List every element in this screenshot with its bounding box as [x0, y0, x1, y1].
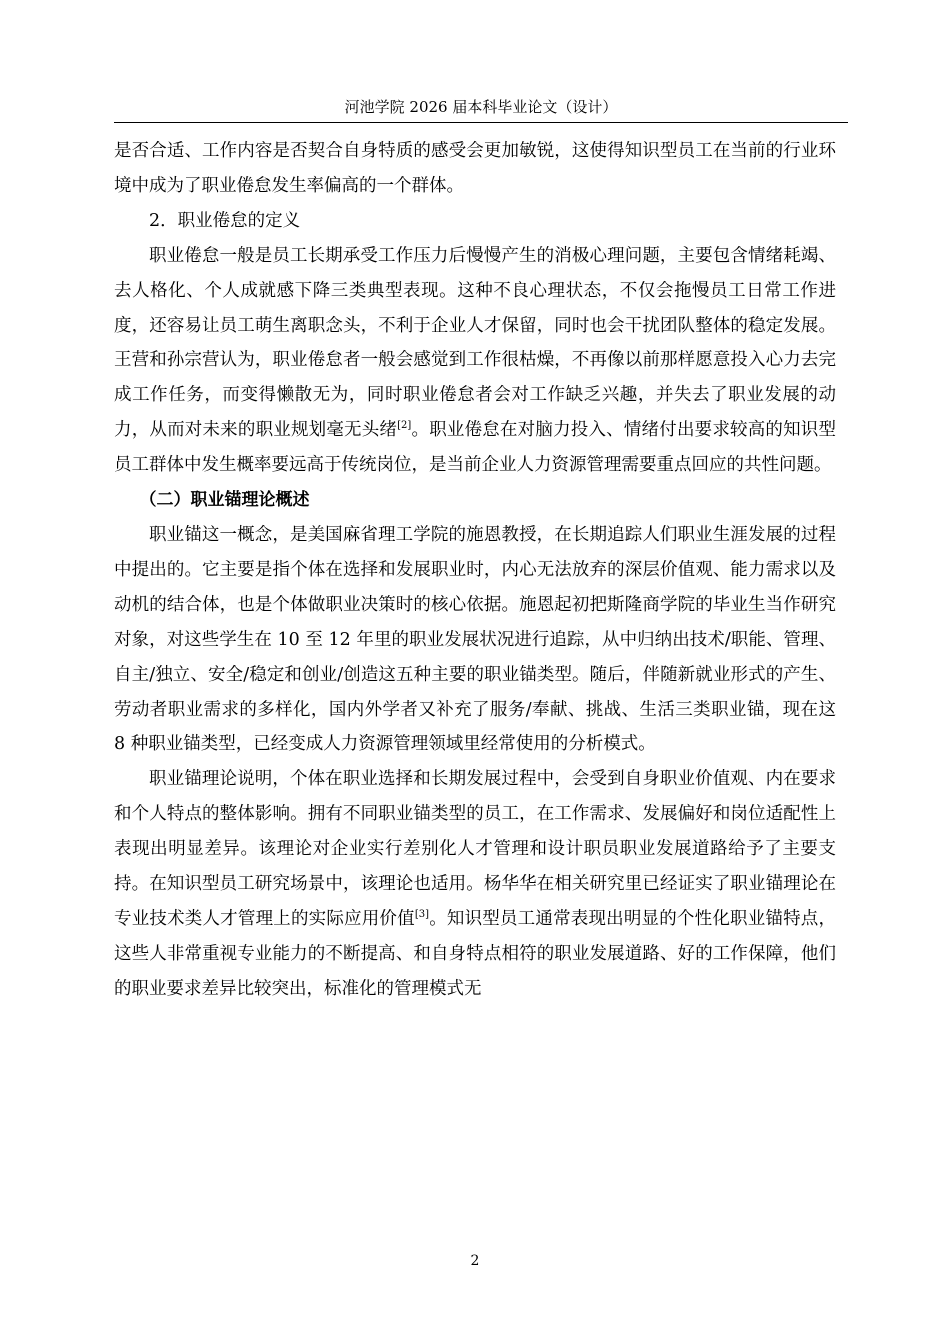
paragraph-text: 职业倦怠一般是员工长期承受工作压力后慢慢产生的消极心理问题，主要包含情绪耗竭、去人格化、个人成就感下降三类典型表现。这种不良心理状态，不仅会拖慢员工日常工作进度，还容易让员工萌生离职念头，不利于企业人才保留，同时也会干扰团队整体的稳定发展。王营和孙宗营认为，职业倦怠者一般会感觉到工作很枯燥，不再像以前那样愿意投入心力去完成工作任务，而变得懒散无为，同时职业倦怠者会对工作缺乏兴趣，并失去了职业发展的动力，从而对未来的职业规划毫无头绪 — [114, 245, 836, 441]
paragraph-career-anchor-theory — [114, 762, 836, 1006]
paragraph-text: 。知识型员工通常表现出明显的个性化职业锚特点，这些人非常重视专业能力的不断提高、和自身特点相符的职业发展道路、好的工作保障，他们的职业要求差异比较突出，标准化的管理模式无 — [114, 908, 836, 999]
paragraph-text: 。职业倦怠在对脑力投入、情绪付出要求较高的知识型员工群体中发生概率要远高于传统岗位，是当前企业人力资源管理需要重点回应的共性问题。 — [114, 420, 837, 476]
header-divider — [114, 122, 848, 123]
citation-ref: [3] — [414, 909, 429, 921]
paragraph-text: 职业锚理论说明，个体在职业选择和长期发展过程中，会受到自身职业价值观、内在要求和个人特点的整体影响。拥有不同职业锚类型的员工，在工作需求、发展偏好和岗位适配性上表现出明显差异。该理论对企业实行差别化人才管理和设计职员职业发展道路给予了主要支持。在知识型员工研究场景中，该理论也适用。杨华华在相关研究里已经证实了职业锚理论在专业技术类人才管理上的实际应用价值 — [114, 769, 836, 929]
page-header: 河池学院 2026 届本科毕业论文（设计） — [344, 98, 618, 116]
document-body — [114, 134, 836, 1007]
paragraph-burnout-definition — [114, 239, 836, 483]
paragraph-continuation: 是否合适、工作内容是否契合自身特质的感受会更加敏锐，这使得知识型员工在当前的行业环境中成为了职业倦怠发生率偏高的一个群体。 — [114, 141, 836, 196]
paragraph-career-anchor-concept: 职业锚这一概念，是美国麻省理工学院的施恩教授，在长期追踪人们职业生涯发展的过程中提出的。它主要是指个体在选择和发展职业时，内心无法放弃的深层价值观、能力需求以及动机的结合体，也是个体做职业决策时的核心依据。施恩起初把斯隆商学院的毕业生当作研究对象，对这些学生在 10 至 12 年里的职业发展状况进行追踪，从中归纳出技术/职能、管理、自主/独立、安全/稳定和创业/创造这五种主要的职业锚类型。随后，伴随新就业形式的产生、劳动者职业需求的多样化，国内外学者又补充了服务/奉献、挑战、生活三类职业锚，现在这 8 种职业锚类型，已经变成人力资源管理领域里经常使用的分析模式。 — [114, 524, 836, 755]
citation-ref: [2] — [397, 420, 412, 432]
section-heading-career-anchor: （二）职业锚理论概述 — [139, 490, 310, 511]
section-heading-burnout-definition: 2．职业倦怠的定义 — [149, 210, 301, 231]
page-number: 2 — [470, 1253, 480, 1269]
